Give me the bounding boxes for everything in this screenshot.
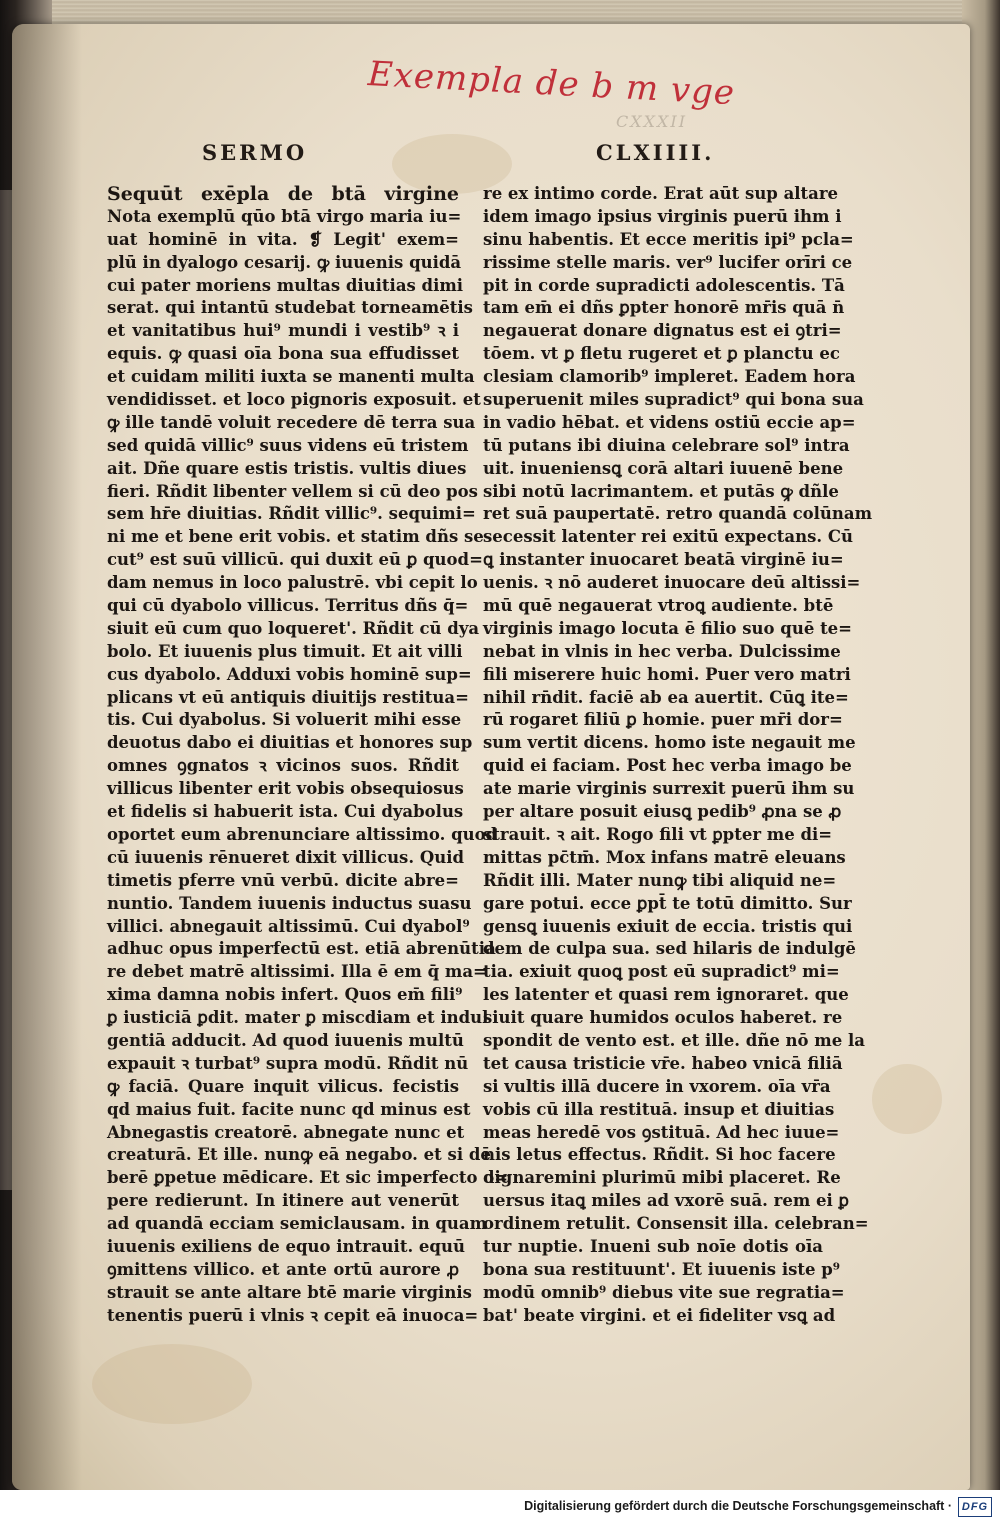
text-line: uat hominē in vita. ❡ Legit' exem= xyxy=(107,229,459,249)
text-line: oportet eum abrenunciare altissimo. quod xyxy=(107,824,498,844)
text-line: ꝑ iusticiā ꝑdit. mater ꝑ miscdiam et indul xyxy=(107,1008,489,1028)
text-line: ꝯmittens villico. et ante ortū aurore ꝓ xyxy=(107,1259,459,1279)
text-line: dem de culpa sua. sed hilaris de indulgē xyxy=(483,939,856,959)
text-line: negauerat donare dignatus est ei ꝯtri= xyxy=(483,321,842,341)
text-line: berē ꝑpetue mēdicare. Et sic imperfecto o= xyxy=(107,1168,509,1188)
text-line: bona sua restituunt'. Et iuuenis iste p⁹ xyxy=(483,1259,841,1279)
text-line: nihil rn̄dit. faciē ab ea auertit. Cūꝗ ite= xyxy=(483,687,849,707)
text-line: ꝗ instanter inuocaret beatā virginē iu= xyxy=(483,550,844,570)
footer-credit: Digitalisierung gefördert durch die Deutsche Forschungsgemeinschaft · xyxy=(524,1499,952,1513)
text-line: plicans vt eū antiquis diuitijs restitua= xyxy=(107,687,469,707)
text-line: bat' beate virgini. et ei fideliter vsꝗ ad xyxy=(483,1305,836,1325)
text-line: gare potui. ecce ꝑpt̄ te totū dimitto. Sur xyxy=(483,893,852,913)
text-line: strauit. ꝛ ait. Rogo fili vt ꝑpter me di= xyxy=(483,824,833,844)
text-line: cus dyabolo. Adduxi vobis hominē sup= xyxy=(107,664,472,684)
text-line: cū iuuenis rēnueret dixit villicus. Quid xyxy=(107,847,465,867)
text-line: tū putans ibi diuina celebrare sol⁹ intra xyxy=(483,435,850,455)
text-line: creaturā. Et ille. nunꝙ eā negabo. et si dē xyxy=(107,1145,491,1165)
text-line: uenis. ꝛ nō auderet inuocare deū altissi= xyxy=(483,573,861,593)
text-line: secessit latenter rei exitū expectans. Cū xyxy=(483,527,853,547)
text-line: Abnegastis creatorē. abnegate nunc et xyxy=(107,1122,465,1142)
text-line: tenentis puerū i vlnis ꝛ cepit eā inuoca= xyxy=(107,1305,479,1325)
text-line: re ex intimo corde. Erat aūt sup altare xyxy=(483,184,839,203)
text-line: nuntio. Tandem iuuenis inductus suasu xyxy=(107,893,472,913)
text-line: strauit se ante altare btē marie virginis xyxy=(107,1282,472,1302)
running-head-right: CLXIIII. xyxy=(596,140,715,165)
text-line: sed quidā villic⁹ suus videns eū tristem xyxy=(107,435,469,455)
text-line: tam em̄ ei dñs ꝑpter honorē mr̄is quā n̄ xyxy=(483,298,845,318)
text-line: rissime stelle maris. ver⁹ lucifer orīri ce xyxy=(483,252,853,272)
text-line: nis letus effectus. Rñdit. Si hoc facere xyxy=(483,1145,836,1165)
text-line: omnes ꝯgnatos ꝛ vicinos suos. Rñdit xyxy=(107,756,459,776)
text-line: bolo. Et iuuenis plus timuit. Et ait villi xyxy=(107,641,463,661)
paper-stain xyxy=(92,1344,252,1424)
text-line: deuotus dabo ei diuitias et honores sup xyxy=(107,733,473,753)
text-line: vobis cū illa restituā. insup et diuitias xyxy=(483,1099,835,1119)
text-line: per altare posuit eiusꝗ pedib⁹ ꝓna se ꝓ xyxy=(483,802,842,822)
text-line: equis. ꝙ quasi oīa bona sua effudisset xyxy=(107,344,459,364)
text-line: plū in dyalogo cesarij. ꝙ iuuenis quidā xyxy=(107,252,462,272)
text-line: tur nuptie. Inueni sub noīe dotis oīa xyxy=(483,1236,823,1256)
bleed-through-text: CXXXII xyxy=(616,112,688,131)
text-line: sem hr̄e diuitias. Rñdit villic⁹. sequimi= xyxy=(107,504,476,524)
text-line: sibi notū lacrimantem. et putās ꝙ dñle xyxy=(483,481,839,501)
text-line: et cuidam militi iuxta se manenti multa xyxy=(107,367,475,387)
text-line: Nota exemplū qūo btā virgo maria iu= xyxy=(107,206,462,226)
text-line: mū quē negauerat vtroꝗ audiente. btē xyxy=(483,596,834,616)
text-line: ate marie virginis surrexit puerū ihm su xyxy=(483,779,855,799)
text-line: ꝙ faciā. Quare inquit vilicus. fecistis xyxy=(107,1076,459,1096)
text-line: serat. qui intantū studebat torneamētis xyxy=(107,298,473,318)
text-line: rū rogaret filiū ꝑ homie. puer mr̄i dor= xyxy=(483,710,843,730)
text-line: iuuenis exiliens de equo intrauit. equū xyxy=(107,1236,465,1256)
text-line: ait. Dñe quare estis tristis. vultis diues xyxy=(107,458,467,478)
text-line: virginis imago locuta ē filio suo quē te= xyxy=(483,618,853,638)
paper-stain xyxy=(872,1064,942,1134)
text-line: dam nemus in loco palustrē. vbi cepit lo xyxy=(107,573,478,593)
text-line: in vadio hēbat. et videns ostiū eccie ap= xyxy=(483,412,856,432)
text-line: cut⁹ est suū villicū. qui duxit eū ꝑ quod= xyxy=(107,550,483,570)
footer-bar xyxy=(0,1490,1000,1524)
text-line: vendidisset. et loco pignoris exposuit. et xyxy=(107,390,481,410)
text-line: uit. inueniensꝗ corā altari iuuenē bene xyxy=(483,458,844,478)
text-line: gentiā adducit. Ad quod iuuenis multū xyxy=(107,1030,464,1050)
text-line: et fidelis si habuerit ista. Cui dyabolus xyxy=(107,802,464,822)
text-line: Rñdit illi. Mater nunꝙ tibi aliquid ne= xyxy=(483,870,837,890)
text-line: ret suā paupertatē. retro quandā colūnam xyxy=(483,504,873,524)
text-line: idem imago ipsius virginis puerū ihm i xyxy=(483,206,842,226)
text-line: ꝙ ille tandē voluit recedere dē terra sua xyxy=(107,412,476,432)
running-head-left: SERMO xyxy=(202,140,308,165)
text-line: meas heredē vos ꝯstituā. Ad hec iuue= xyxy=(483,1122,840,1142)
text-line: xima damna nobis infert. Quos em̄ fili⁹ xyxy=(107,985,463,1005)
handwritten-annotation: Exempla de b m vge xyxy=(366,54,737,114)
text-line: spondit de vento est. et ille. dñe nō me la xyxy=(483,1030,865,1050)
text-line: siuit quare humidos oculos haberet. re xyxy=(483,1008,843,1028)
text-line: ordinem retulit. Consensit illa. celebran= xyxy=(483,1214,869,1234)
text-line: si vultis illā ducere in vxorem. oīa vr̄a xyxy=(483,1076,831,1096)
text-line: expauit ꝛ turbat⁹ supra modū. Rñdit nū xyxy=(107,1053,469,1073)
text-line: tis. Cui dyabolus. Si voluerit mihi esse xyxy=(107,710,462,730)
text-line: gensꝗ iuuenis exiuit de eccia. tristis qui xyxy=(483,916,853,936)
text-column-right xyxy=(483,183,873,1328)
text-line: pit in corde supradicti adolescentis. Tā xyxy=(483,275,845,295)
text-line: timetis pferre vnū verbū. dicite abre= xyxy=(107,870,459,890)
text-line: villicus libenter erit vobis obsequiosus xyxy=(107,779,464,799)
text-column-left xyxy=(107,183,509,1328)
text-line: qui cū dyabolo villicus. Territus dñs q̄= xyxy=(107,596,469,616)
text-line: villici. abnegauit altissimū. Cui dyabol⁹ xyxy=(107,916,470,936)
text-line: modū omnib⁹ diebus vite sue regratia= xyxy=(483,1282,845,1302)
text-line: cui pater moriens multas diuitias dimi xyxy=(107,275,464,295)
text-line: uersus itaꝗ miles ad vxorē suā. rem ei ꝑ xyxy=(483,1191,850,1211)
text-line: et vanitatibus hui⁹ mundi i vestib⁹ ꝛ i xyxy=(107,321,459,341)
text-line: fili miserere huic homi. Puer vero matri xyxy=(483,664,851,684)
text-line: tōem. vt ꝑ fletu rugeret et ꝑ planctu ec xyxy=(483,344,840,364)
text-line: re debet matrē altissimi. Illa ē em q̄ ma= xyxy=(107,962,487,982)
text-line: fieri. Rñdit libenter vellem si cū deo pos xyxy=(107,481,478,501)
text-line: pere redierunt. In itinere aut venerūt xyxy=(107,1191,459,1211)
dfg-logo: DFG xyxy=(958,1497,992,1517)
text-line: superuenit miles supradict⁹ qui bona sua xyxy=(483,390,864,410)
text-line: nebat in vlnis in hec verba. Dulcissime xyxy=(483,641,841,661)
text-line: ad quandā ecciam semiclausam. in quam xyxy=(107,1214,488,1234)
text-line: adhuc opus imperfectū est. etiā abrenūtia xyxy=(107,939,496,959)
text-line: tia. exiuit quoꝗ post eū supradict⁹ mi= xyxy=(483,962,840,982)
text-line: mittas pc̄tm̄. Mox infans matrē eleuans xyxy=(483,847,846,867)
section-heading: Sequūt exēpla de btā virgine xyxy=(107,183,459,205)
text-line: sum vertit dicens. homo iste negauit me xyxy=(483,733,856,753)
text-line: sinu habentis. Et ecce meritis ipi⁹ pcla= xyxy=(483,229,854,249)
text-line: tet causa tristicie vr̄e. habeo vnicā filiā xyxy=(483,1053,843,1073)
text-line: dignaremini plurimū mibi placeret. Re xyxy=(483,1168,841,1188)
text-line: qd maius fuit. facite nunc qd minus est xyxy=(107,1099,471,1119)
text-line: clesiam clamorib⁹ impleret. Eadem hora xyxy=(483,367,856,387)
gutter-shadow xyxy=(12,24,82,1490)
text-line: siuit eū cum quo loqueret'. Rñdit cū dya xyxy=(107,618,480,638)
text-line: ni me et bene erit vobis. et statim dñs se xyxy=(107,527,484,547)
text-line: quid ei faciam. Post hec verba imago be xyxy=(483,756,852,776)
text-line: les latenter et quasi rem ignoraret. que xyxy=(483,985,849,1005)
